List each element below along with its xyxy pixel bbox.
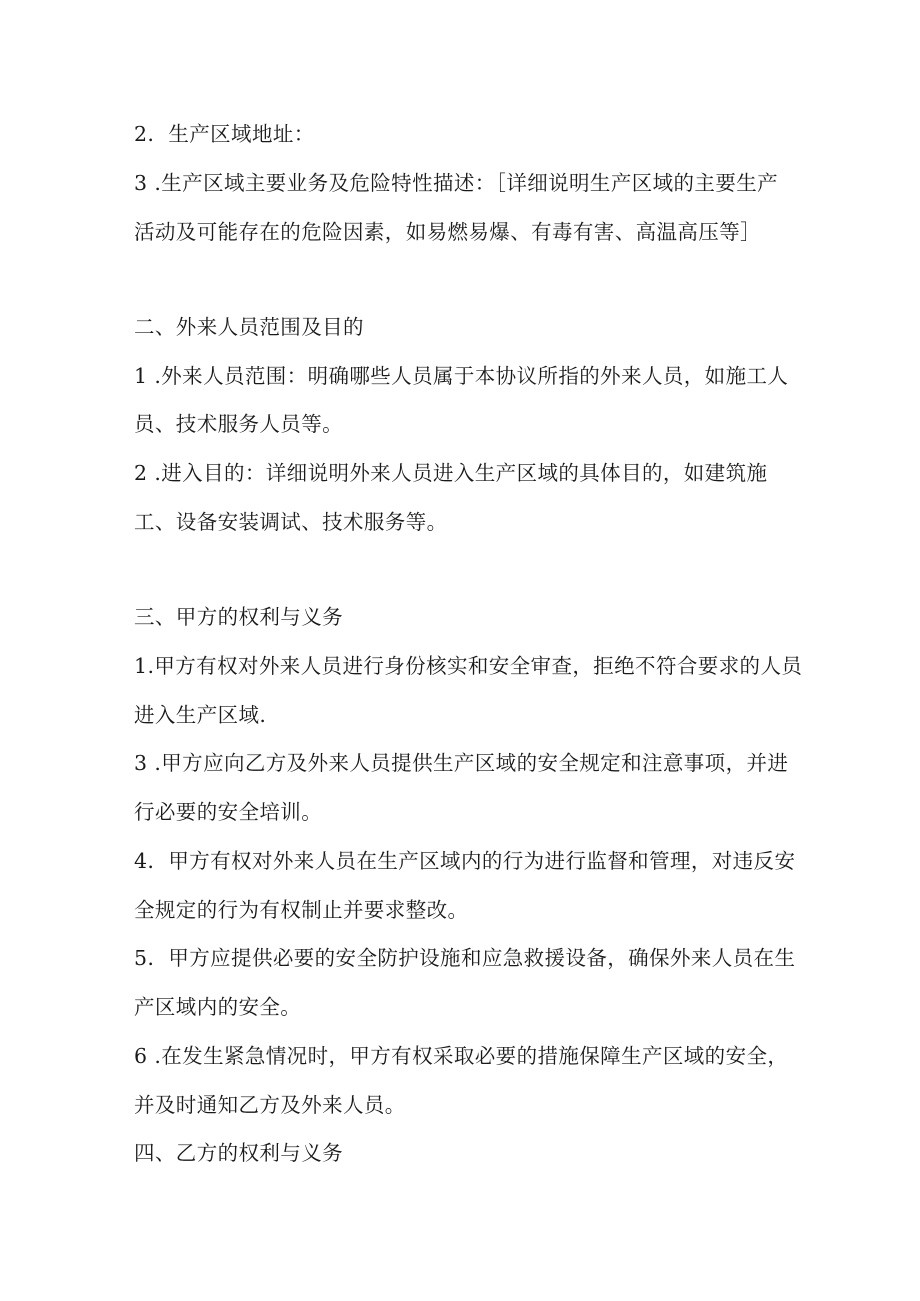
- section-3-item-4-line-2: 全规定的行为有权制止并要求整改。: [134, 898, 469, 922]
- section-2-item-2-line-2: 工、设备安装调试、技术服务等。: [134, 510, 448, 534]
- section-2-heading: 二、外来人员范围及目的: [134, 315, 364, 339]
- section-2-item-1-line-2: 员、技术服务人员等。: [134, 412, 343, 436]
- section-3-item-5-line-2: 产区域内的安全。: [134, 995, 302, 1019]
- item-3-description-line-2: 活动及可能存在的危险因素，如易燃易爆、有毒有害、高温高压等］: [134, 220, 761, 244]
- section-3-item-5-line-1: 5．甲方应提供必要的安全防护设施和应急救援设备，确保外来人员在生: [134, 946, 796, 970]
- section-4-heading: 四、乙方的权利与义务: [134, 1141, 343, 1165]
- item-3-description-line-1: 3 .生产区域主要业务及危险特性描述：［详细说明生产区域的主要生产: [134, 171, 779, 195]
- section-3-item-1-line-1: 1.甲方有权对外来人员进行身份核实和安全审查，拒绝不符合要求的人员: [134, 654, 803, 678]
- section-3-item-3-line-1: 3 .甲方应向乙方及外来人员提供生产区域的安全规定和注意事项，并进: [134, 751, 789, 775]
- section-3-item-1-line-2: 进入生产区域.: [134, 703, 267, 727]
- section-2-item-2-line-1: 2 .进入目的：详细说明外来人员进入生产区域的具体目的，如建筑施: [134, 461, 768, 485]
- section-3-heading: 三、甲方的权利与义务: [134, 605, 343, 629]
- section-3-item-3-line-2: 行必要的安全培训。: [134, 800, 323, 824]
- item-2-address: 2．生产区域地址：: [134, 122, 315, 146]
- section-3-item-4-line-1: 4．甲方有权对外来人员在生产区域内的行为进行监督和管理，对违反安: [134, 849, 796, 873]
- section-3-item-6-line-2: 并及时通知乙方及外来人员。: [134, 1093, 406, 1117]
- section-3-item-6-line-1: 6 .在发生紧急情况时，甲方有权采取必要的措施保障生产区域的安全，: [134, 1044, 789, 1068]
- section-2-item-1-line-1: 1 .外来人员范围：明确哪些人员属于本协议所指的外来人员，如施工人: [134, 364, 789, 388]
